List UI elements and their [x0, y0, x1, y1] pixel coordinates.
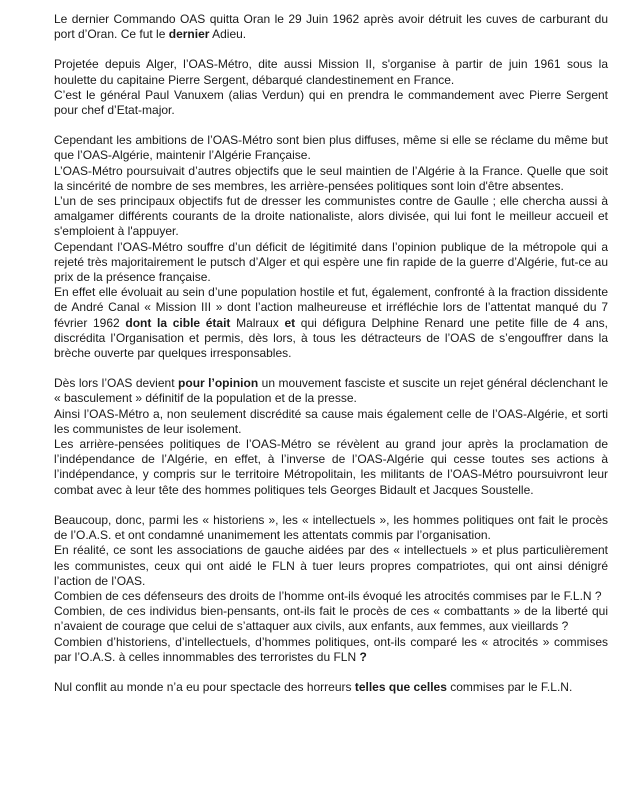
- paragraph: [54, 376, 608, 406]
- text-run: Malraux: [230, 315, 285, 330]
- paragraph: [54, 680, 608, 695]
- text-run: Cependant les ambitions de l’OAS-Métro sont bien plus diffuses, même si elle se réclame du même but que l’OAS-Algérie, maintenir l’Algérie Française.: [54, 133, 608, 163]
- text-run: Combien de ces défenseurs des droits de l’homme ont-ils évoqué les atrocités commises par le F.L.N ?: [54, 588, 602, 603]
- bold-text-run: et: [284, 315, 296, 330]
- text-run: Nul conflit au monde n’a eu pour spectacle des horreurs: [54, 679, 355, 694]
- bold-text-run: dernier: [168, 27, 210, 42]
- paragraph: [54, 635, 608, 665]
- text-run: Ainsi l’OAS-Métro a, non seulement discrédité sa cause mais également celle de l’OAS-Algérie, et sorti les communistes de leur isolement.: [54, 406, 608, 436]
- paragraph: [54, 285, 608, 361]
- text-run: commises par le F.L.N.: [446, 679, 573, 694]
- paragraph: [54, 194, 608, 240]
- paragraph: [54, 88, 608, 118]
- paragraph: [54, 133, 608, 163]
- document-page: [54, 12, 608, 695]
- paragraph: [54, 57, 608, 87]
- paragraph: [54, 513, 608, 543]
- text-run: Les arrière-pensées politiques de l’OAS-Métro se révèlent au grand jour après la proclamation de l’indépendance de l’Algérie, en effet, à l’inverse de l’OAS-Algérie qui cesse toutes ses actions à l’indépendance, y compris sur le territoire Métropolitain, les militants de l’OAS-Métro poursuivront leur combat avec à leur tête des hommes politiques tels Georges Bidault et Jacques Soustelle.: [54, 437, 608, 497]
- paragraph: [54, 589, 608, 604]
- text-run: En réalité, ce sont les associations de gauche aidées par des « intellectuels » et plus particulièrement les communistes, ceux qui ont aidé le FLN à tuer leurs propres compatriotes, qui ont ainsi dénigré l’action de l’OAS.: [54, 543, 608, 588]
- text-run: C’est le général Paul Vanuxem (alias Verdun) qui en prendra le commandement avec Pierre Sergent pour chef d’Etat-major.: [54, 87, 608, 118]
- bold-text-run: telles que celles: [354, 679, 447, 694]
- text-run: Cependant l’OAS-Métro souffre d’un déficit de légitimité dans l’opinion publique de la métropole qui a rejeté très majoritairement le putsch d’Alger et qui espère une fin rapide de la guerre d’Algérie, fut-ce au prix de la présence française.: [54, 239, 608, 285]
- paragraph-spacer: [54, 498, 608, 513]
- bold-text-run: ?: [359, 649, 367, 664]
- paragraph: [54, 543, 608, 589]
- text-run: Dès lors l’OAS devient: [54, 376, 179, 391]
- paragraph-spacer: [54, 118, 608, 133]
- text-run: Adieu.: [209, 27, 247, 42]
- text-run: Combien, de ces individus bien-pensants, ont-ils fait le procès de ces « combattants » de la liberté qui n’avaient de courage que celui de s’attaquer aux civils, aux enfants, aux femmes, aux vieillards ?: [54, 604, 608, 634]
- paragraph: [54, 164, 608, 194]
- text-run: Projetée depuis Alger, l’OAS-Métro, dite aussi Mission II, s'organise à partir de juin 1961 sous la houlette du capitaine Pierre Sergent, débarqué clandestinement en France.: [54, 57, 608, 87]
- paragraph: [54, 437, 608, 498]
- text-run: Le dernier Commando OAS quitta Oran le 29 Juin 1962 après avoir détruit les cuves de carburant du port d’Oran. Ce fut le: [54, 12, 608, 42]
- paragraph-spacer: [54, 361, 608, 376]
- text-run: En effet elle évoluait au sein d’une population hostile et fut, également, confronté à la fraction dissidente de André Canal « Mission III » dont l’action malheureuse et irréfléchie lors de l’attentat manqué du 7 février 1962: [54, 285, 608, 330]
- paragraph-spacer: [54, 42, 608, 57]
- paragraph: [54, 12, 608, 42]
- paragraph-spacer: [54, 665, 608, 680]
- paragraph: [54, 407, 608, 437]
- text-run: qui défigura Delphine Renard une petite fille de 4 ans, discrédita l’Organisation et permis, dès lors, à tous les détracteurs de l’OAS de s’engouffrer dans la brèche ouverte par quelques irresponsables.: [54, 315, 609, 361]
- text-run: L’un de ses principaux objectifs fut de dresser les communistes contre de Gaulle ; elle chercha aussi à amalgamer différents courants de la droite nationaliste, alors divisée, qui lui font le meilleur accueil et s'emploient à l'appuyer.: [54, 194, 608, 239]
- bold-text-run: dont la cible était: [125, 315, 231, 330]
- text-run: L’OAS-Métro poursuivait d’autres objectifs que le seul maintien de l’Algérie à la France. Quelle que soit la sincérité de nombre de ses membres, les arrière-pensées politiques sont loin d'être absentes.: [54, 163, 608, 193]
- paragraph: [54, 240, 608, 286]
- text-run: Beaucoup, donc, parmi les « historiens », les « intellectuels », les hommes politiques ont fait le procès de l’O.A.S. et ont condamné unanimement les attentats commis par l’organisation.: [54, 512, 608, 543]
- text-run: Combien d’historiens, d’intellectuels, d’hommes politiques, ont-ils comparé les « atrocités » commises par l’O.A.S. à celles innommables des terroristes du FLN: [54, 634, 608, 664]
- paragraph: [54, 604, 608, 634]
- text-run: un mouvement fasciste et suscite un rejet général déclenchant le « basculement » définitif de la population et de la presse.: [54, 376, 609, 406]
- bold-text-run: pour l’opinion: [178, 376, 259, 391]
